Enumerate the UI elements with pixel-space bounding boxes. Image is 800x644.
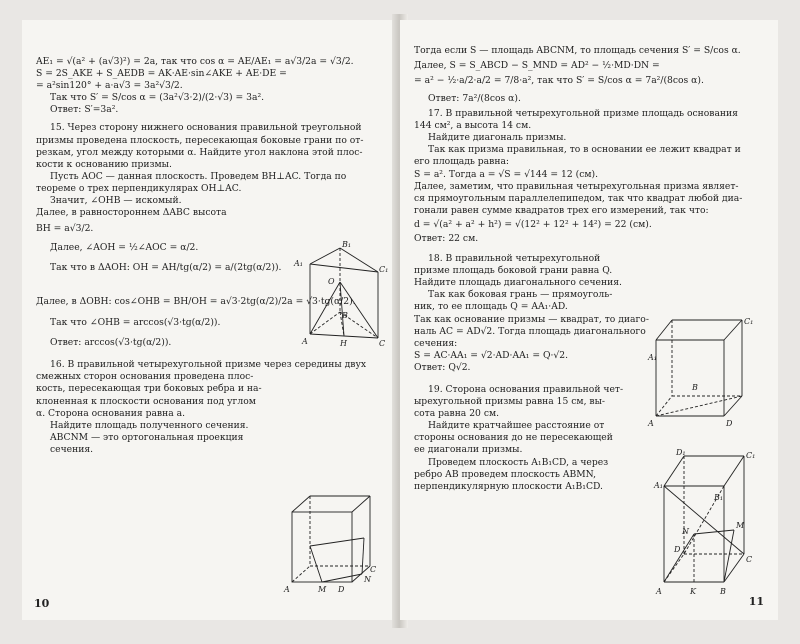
text-line: = a²sin120° + a·a√3 = 3a²√3/2. xyxy=(36,80,183,92)
label-O: O xyxy=(328,277,335,286)
formula-line: Так что в ΔAOH: OH = AH/tg(α/2) = a/(2tg(α/2)). xyxy=(50,262,282,274)
text-line: Так как боковая грань — прямоуголь- xyxy=(428,289,613,301)
text-line: Найдите кратчайшее расстояние от xyxy=(428,420,605,432)
text-line: Так как основание призмы — квадрат, то диаго- xyxy=(414,313,649,325)
label-A: A xyxy=(656,587,662,596)
text-line: S = 2S_AKE + S_AEDB = AK·AE·sin∠AKE + AE·DE = xyxy=(36,68,287,80)
problem-16-title: 16. В правильной четырехугольной призме через середины двух xyxy=(50,359,367,371)
text-line: призме площадь боковой грани равна Q. xyxy=(414,265,613,277)
label-K: K xyxy=(690,587,696,596)
text-line: Пусть AOC — данная плоскость. Проведем BH⊥AC. Тогда по xyxy=(50,170,347,182)
label-B1: B₁ xyxy=(714,493,724,502)
problem-15-title: 15. Через сторону нижнего основания правильной треугольной xyxy=(50,122,362,134)
label-M: M xyxy=(318,585,327,594)
label-B: B xyxy=(342,311,348,320)
label-A1: A₁ xyxy=(654,481,663,490)
label-C: C xyxy=(379,339,386,348)
formula-line: Так что ∠OHB = arccos(√3·tg(α/2)). xyxy=(50,317,221,329)
text-line: наль AC = AD√2. Тогда площадь диагонального xyxy=(414,325,646,337)
text-line: призмы проведена плоскость, пересекающая боковые грани по от- xyxy=(36,134,364,146)
label-B1: B₁ xyxy=(342,240,352,249)
label-C: C xyxy=(746,555,753,564)
text-line: ся прямоугольным параллелепипедом, так что квадрат любой диа- xyxy=(414,192,743,204)
text-line: Найдите площадь диагонального сечения. xyxy=(414,277,622,289)
text-line: сечения: xyxy=(414,337,458,349)
label-D: D xyxy=(338,585,345,594)
text-line: ник, то ее площадь Q = AA₁·AD. xyxy=(414,301,568,313)
prism-16-figure xyxy=(280,490,380,598)
text-line: теореме о трех перпендикулярах OH⊥AC. xyxy=(36,182,242,194)
text-line: 144 см², а высота 14 см. xyxy=(414,120,532,132)
text-line: Найдите диагональ призмы. xyxy=(428,132,567,144)
text-line: стороны основания до не пересекающей xyxy=(414,432,613,444)
text-line: кость, пересекающая три боковых ребра и на- xyxy=(36,383,262,395)
answer-line: Ответ: Q√2. xyxy=(414,361,471,373)
label-M: M xyxy=(736,521,745,530)
problem-18-title: 18. В правильной четырехугольной xyxy=(428,253,601,265)
label-D1: D₁ xyxy=(676,448,686,457)
label-C: C xyxy=(370,565,377,574)
formula-line: Далее, S = S_ABCD − S_MND = AD² − ½·MD·DN = xyxy=(414,60,660,71)
text-line: Так что S′ = S/cos α = (3a²√3·2)/(2·√3) = 3a². xyxy=(50,92,265,104)
answer-line: Ответ: S′=3a². xyxy=(50,104,119,116)
left-page xyxy=(22,20,396,620)
label-A1: A₁ xyxy=(648,353,657,362)
text-line: сота равна 20 см. xyxy=(414,408,500,420)
page-number: 10 xyxy=(34,597,50,610)
text-line: Найдите площадь полученного сечения. xyxy=(50,419,249,431)
text-line: ырехугольной призмы равна 15 см, вы- xyxy=(414,396,606,408)
right-page xyxy=(400,20,778,620)
text-line: ABCNM — это ортогональная проекция xyxy=(50,431,244,443)
label-A1: A₁ xyxy=(294,259,303,268)
text-line: резкам, угол между которыми α. Найдите угол наклона этой плос- xyxy=(36,146,363,158)
problem-19-title: 19. Сторона основания правильной чет- xyxy=(428,383,624,395)
label-H: H xyxy=(340,339,347,348)
formula-line: S = AC·AA₁ = √2·AD·AA₁ = Q·√2. xyxy=(414,349,569,361)
text-line: смежных сторон основания проведена плос- xyxy=(36,371,254,383)
text-line: ребро AB проведем плоскость ABMN, xyxy=(414,468,597,480)
text-line: кости к основанию призмы. xyxy=(36,158,172,170)
label-N: N xyxy=(682,527,689,536)
label-D: D xyxy=(726,419,733,428)
label-B: B xyxy=(720,587,726,596)
label-B: B xyxy=(692,383,698,392)
text-line: перпендикулярную плоскости A₁B₁CD. xyxy=(414,480,603,492)
label-N: N xyxy=(364,575,371,584)
text-line: Так как призма правильная, то в основании ее лежит квадрат и xyxy=(428,144,741,156)
text-line: AE₁ = √(a² + (a√3)²) = 2a, так что cos α = AE/AE₁ = a√3/2a = √3/2. xyxy=(36,56,354,67)
formula-line: BH = a√3/2. xyxy=(36,223,94,235)
text-line: гонали равен сумме квадратов трех его измерений, так что: xyxy=(414,204,709,216)
text-line: сечения. xyxy=(50,443,94,455)
page-number: 11 xyxy=(748,595,764,608)
formula-line: = a² − ½·a/2·a/2 = 7/8·a², так что S′ = S/cos α = 7a²/(8cos α). xyxy=(414,75,704,87)
problem-17-title: 17. В правильной четырехугольной призме площадь основания xyxy=(428,108,738,120)
text-line: α. Сторона основания равна a. xyxy=(36,407,186,419)
formula-line: Тогда если S — площадь ABCNM, то площадь сечения S′ = S/cos α. xyxy=(414,45,741,56)
answer-line: Ответ: 7a²/(8cos α). xyxy=(428,93,521,105)
label-D: D xyxy=(674,545,681,554)
answer-line: Ответ: arccos(√3·tg(α/2)). xyxy=(50,337,172,349)
formula-line: d = √(a² + a² + h²) = √(12² + 12² + 14²) = 22 (см). xyxy=(414,218,652,230)
label-A: A xyxy=(284,585,290,594)
answer-line: Ответ: 22 см. xyxy=(414,232,479,244)
label-C1: C₁ xyxy=(379,265,389,274)
text-line: клоненная к плоскости основания под углом xyxy=(36,395,256,407)
prism-15-figure xyxy=(280,240,389,348)
text-line: Далее, заметим, что правильная четырехугольная призма являет- xyxy=(414,180,739,192)
formula-line: Далее, ∠AOH = ½∠AOC = α/2. xyxy=(50,242,199,254)
label-A: A xyxy=(302,337,308,346)
label-C1: C₁ xyxy=(744,317,754,326)
label-A: A xyxy=(648,419,654,428)
prism-18-figure xyxy=(648,316,762,434)
formula-line: Далее, в ΔOBH: cos∠OHB = BH/OH = a√3·2tg(α/2)/2a = √3·tg(α/2). xyxy=(36,296,356,308)
text-line: ее диагонали призмы. xyxy=(414,444,523,456)
formula-line: S = a². Тогда a = √S = √144 = 12 (см). xyxy=(414,168,598,180)
text-line: его площадь равна: xyxy=(414,156,510,168)
label-C1: C₁ xyxy=(746,451,756,460)
text-line: Значит, ∠OHB — искомый. xyxy=(50,195,182,207)
text-line: Проведем плоскость A₁B₁CD, а через xyxy=(428,456,609,468)
text-line: Далее, в равностороннем ΔABC высота xyxy=(36,207,227,219)
prism-19-figure xyxy=(654,450,758,600)
